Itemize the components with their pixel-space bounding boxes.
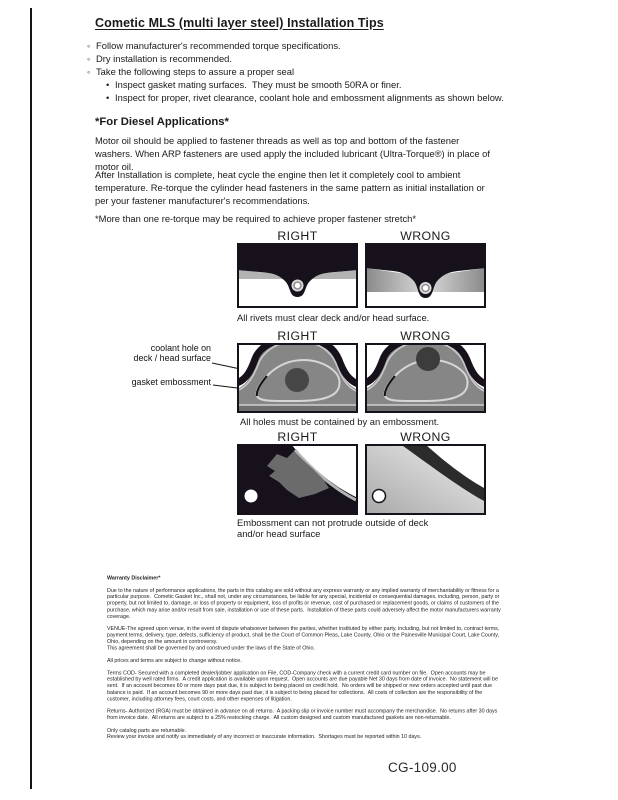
installation-tips-list — [87, 40, 537, 105]
row3-caption: Embossment can not protrude outside of deck and/or head surface — [237, 517, 431, 539]
warranty-paragraphs — [107, 587, 505, 740]
diesel-paragraph-1: Motor oil should be applied to fastener threads as well as top and bottom of the fastener washers. When ARP fasteners are used apply the included lubricant (Ultra-Torque®) in place of motor oil. — [95, 135, 493, 172]
warranty-paragraph: VENUE-The agreed upon venue, in the event of dispute whatsoever between the parties, whether instituted by either party, including, but not limited to, contract terms, payment terms, delivery, type, defects, sufficiency of product, shall be the Court of Common Pleas, Lake County, Ohio or the Painesville Municipal Court, Lake County, Ohio, depending on the amount in controversy. — [107, 625, 501, 645]
warranty-heading: Warranty Disclaimer* — [107, 575, 161, 582]
coolant-hole-label-line1: coolant hole on — [150, 343, 211, 353]
protrusion-right-panel — [237, 444, 358, 515]
row3-right-label: RIGHT — [277, 430, 318, 444]
diesel-applications-heading: *For Diesel Applications* — [95, 116, 229, 128]
warranty-paragraph: Terms COD- Secured with a completed dealer/jobber application on File, COD-Company check with a current credit card number on file. Open accounts may be established by well rated firms. A credit application is available upon request. Open accounts are due payable Net 30 days from date of invoice. No statement will be sent. If an account becomes 60 or more days past due, it is subject to being placed on credit hold. No orders will be shipped or new orders accepted until past due balance is paid. If an account becomes 90 or more days past due, it is subject to being placed for collections. All costs of collection are the responsibility of the customer, including attorney fees, court costs, and other expenses of litigation. — [107, 670, 500, 702]
embossment-wrong-panel — [365, 343, 486, 413]
rivet-wrong-panel — [365, 243, 486, 308]
page-title: Cometic MLS (multi layer steel) Installation Tips — [95, 16, 384, 30]
row3-wrong-label: WRONG — [400, 430, 451, 444]
row1-caption: All rivets must clear deck and/or head surface. — [237, 312, 430, 323]
warranty-paragraph: Review your invoice and notify us immediately of any incorrect or inaccurate information. Shortages must be reported within 10 days. — [107, 733, 422, 740]
warranty-text-block — [107, 575, 505, 740]
warranty-paragraph: This agreement shall be governed by and construed under the laws of the State of Ohio. — [107, 645, 315, 652]
coolant-hole-label — [118, 344, 211, 364]
row1-wrong-label: WRONG — [400, 229, 451, 243]
protrusion-wrong-graphic — [365, 444, 486, 515]
embossment-right-panel — [237, 343, 358, 413]
embossment-wrong-graphic — [365, 343, 486, 413]
protrusion-right-graphic — [237, 444, 358, 515]
gasket-embossment-label: gasket embossment — [131, 377, 211, 387]
tip-item: • Inspect for proper, rivet clearance, coolant hole and embossment alignments as shown below. — [106, 92, 537, 105]
warranty-paragraph: Only catalog parts are returnable. — [107, 727, 187, 734]
row2-wrong-label: WRONG — [400, 329, 451, 343]
row2-right-label: RIGHT — [277, 329, 318, 343]
warranty-paragraph: Due to the nature of performance applications, the parts in this catalog are sold without any express warranty or any implied warranty of merchantability or fitness for a particular purpose. Cometic Gasket Inc., shall not, under any circumstances, be liable for any special, incidental or consequential damages, including, person, party or property, but not limited to, damage, or loss of property or equipment, loss of profits or revenue, cost of purchased or replacement goods, or claims of customers of the purchase, which may arise and/or result from sale, installation or use of these parts. Installation of these parts could adversely affect the motor manufacturers warranty coverage. — [107, 587, 503, 620]
coolant-hole-label-line2: deck / head surface — [133, 352, 211, 363]
tip-item: ◦ Follow manufacturer's recommended torque specifications. — [87, 40, 537, 53]
warranty-paragraph: Returns- Authorized (RGA) must be obtained in advance on all returns. A packing slip or invoice number must accompany the merchandise. No returns after 30 days from invoice date. All returns are subject to a 25% restocking charge. All custom designed and custom manufactured gaskets are non-returnable. — [107, 708, 499, 721]
rivet-wrong-graphic — [365, 243, 486, 308]
rivet-right-panel — [237, 243, 358, 308]
warranty-paragraph: All prices and terms are subject to change without notice. — [107, 657, 242, 664]
rivet-right-graphic — [237, 243, 358, 308]
embossment-right-graphic — [237, 343, 358, 413]
retorque-note: *More than one re-torque may be required to achieve proper fastener stretch* — [95, 213, 417, 224]
tip-item: ◦ Take the following steps to assure a proper seal — [87, 66, 537, 79]
diesel-paragraph-2: After Installation is complete, heat cycle the engine then let it completely cool to ambient temperature. Re-torque the cylinder head fasteners in the same pattern as initial installation or per your fastener manufacturer's recommendations. — [95, 169, 488, 206]
page-left-edge-line — [30, 8, 32, 789]
row2-caption: All holes must be contained by an embossment. — [240, 416, 440, 427]
page-code: CG-109.00 — [388, 760, 457, 775]
tip-item: • Inspect gasket mating surfaces. They must be smooth 50RA or finer. — [106, 79, 537, 92]
protrusion-wrong-panel — [365, 444, 486, 515]
row1-right-label: RIGHT — [277, 229, 318, 243]
tip-item: ◦ Dry installation is recommended. — [87, 53, 537, 66]
